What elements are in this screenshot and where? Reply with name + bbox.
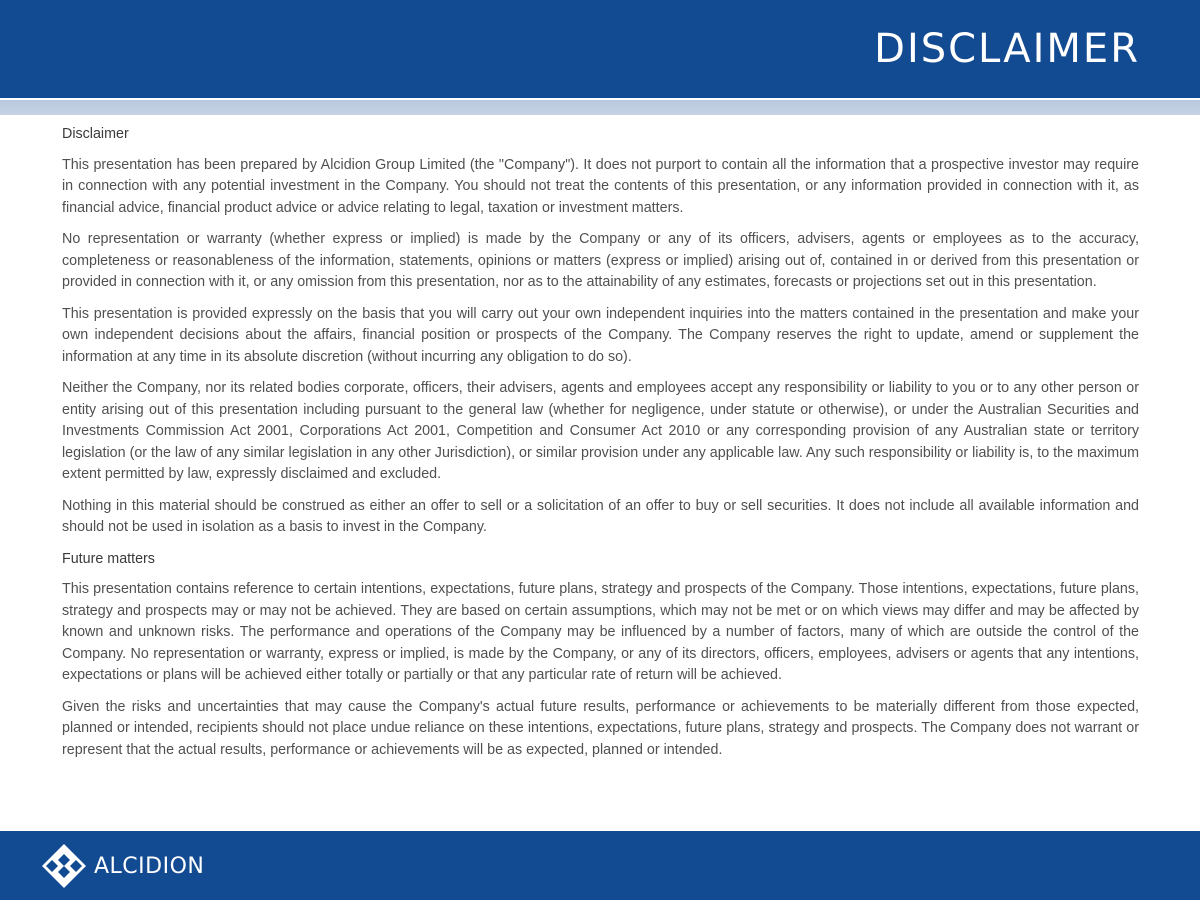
paragraph: This presentation contains reference to certain intentions, expectations, future plans, strategy and prospects of the Company. Those intentions, expectations, future plans, strategy and prospects may or may not be achieved. They are based on certain assumptions, which may not be met or on which views may differ and may be affected by known and unknown risks. The performance and operations of the Company may be influenced by a number of factors, many of which are outside the control of the Company. No representation or warranty, express or implied, is made by the Company, or any of its directors, officers, employees, advisers or agents that any intentions, expectations or plans will be achieved either totally or partially or that any particular rate of return will be achieved. [62, 581, 1139, 683]
paragraph: This presentation has been prepared by Alcidion Group Limited (the "Company"). It does not purport to contain all the information that a prospective investor may require in connection with any potential investment in the Company. You should not treat the contents of this presentation, or any information provided in connection with it, as financial advice, financial product advice or advice relating to legal, taxation or investment matters. [62, 156, 1139, 216]
section-disclaimer [62, 124, 1139, 539]
paragraph: Given the risks and uncertainties that may cause the Company's actual future results, performance or achievements to be materially different from those expected, planned or intended, recipients should not place undue reliance on these intentions, expectations, future plans, strategy and prospects. The Company does not warrant or represent that the actual results, performance or achievements will be as expected, planned or intended. [62, 698, 1139, 758]
section-heading: Disclaimer [62, 126, 129, 142]
disclaimer-content [62, 124, 1139, 771]
section-heading: Future matters [62, 550, 155, 567]
alcidion-logo [40, 841, 218, 891]
paragraph: Neither the Company, nor its related bodies corporate, officers, their advisers, agents and employees accept any responsibility or liability to you or to any other person or entity arising out of this presentation including pursuant to the general law (whether for negligence, under statute or otherwise), or under the Australian Securities and Investments Commission Act 2001, Corporations Act 2001, Competition and Consumer Act 2010 or any corresponding provision of any Australian state or territory legislation (or the law of any similar legislation in any other Jurisdiction), or similar provision under any applicable law. Any such responsibility or liability is, to the maximum extent permitted by law, expressly disclaimed and excluded. [62, 380, 1139, 482]
paragraph: This presentation is provided expressly on the basis that you will carry out your own independent inquiries into the matters contained in the presentation and make your own independent decisions about the affairs, financial position or prospects of the Company. The Company reserves the right to update, amend or supplement the information at any time in its absolute discretion (without incurring any obligation to do so). [62, 305, 1139, 365]
page-title: DISCLAIMER [874, 26, 1140, 72]
header-bar [0, 0, 1200, 98]
alcidion-logo-icon [40, 842, 88, 890]
logo-wordmark: ALCIDION [94, 853, 205, 879]
footer-bar [0, 831, 1200, 900]
paragraph: No representation or warranty (whether express or implied) is made by the Company or any of its officers, advisers, agents or employees as to the accuracy, completeness or reasonableness of the information, statements, opinions or matters (express or implied) arising out of, contained in or derived from this presentation or provided in connection with it, or any omission from this presentation, nor as to the attainability of any estimates, forecasts or projections set out in this presentation. [62, 231, 1139, 290]
paragraph: Nothing in this material should be construed as either an offer to sell or a solicitation of an offer to buy or sell securities. It does not include all available information and should not be used in isolation as a basis to invest in the Company. [62, 497, 1139, 535]
section-future-matters [62, 549, 1139, 762]
header-divider [0, 98, 1200, 115]
